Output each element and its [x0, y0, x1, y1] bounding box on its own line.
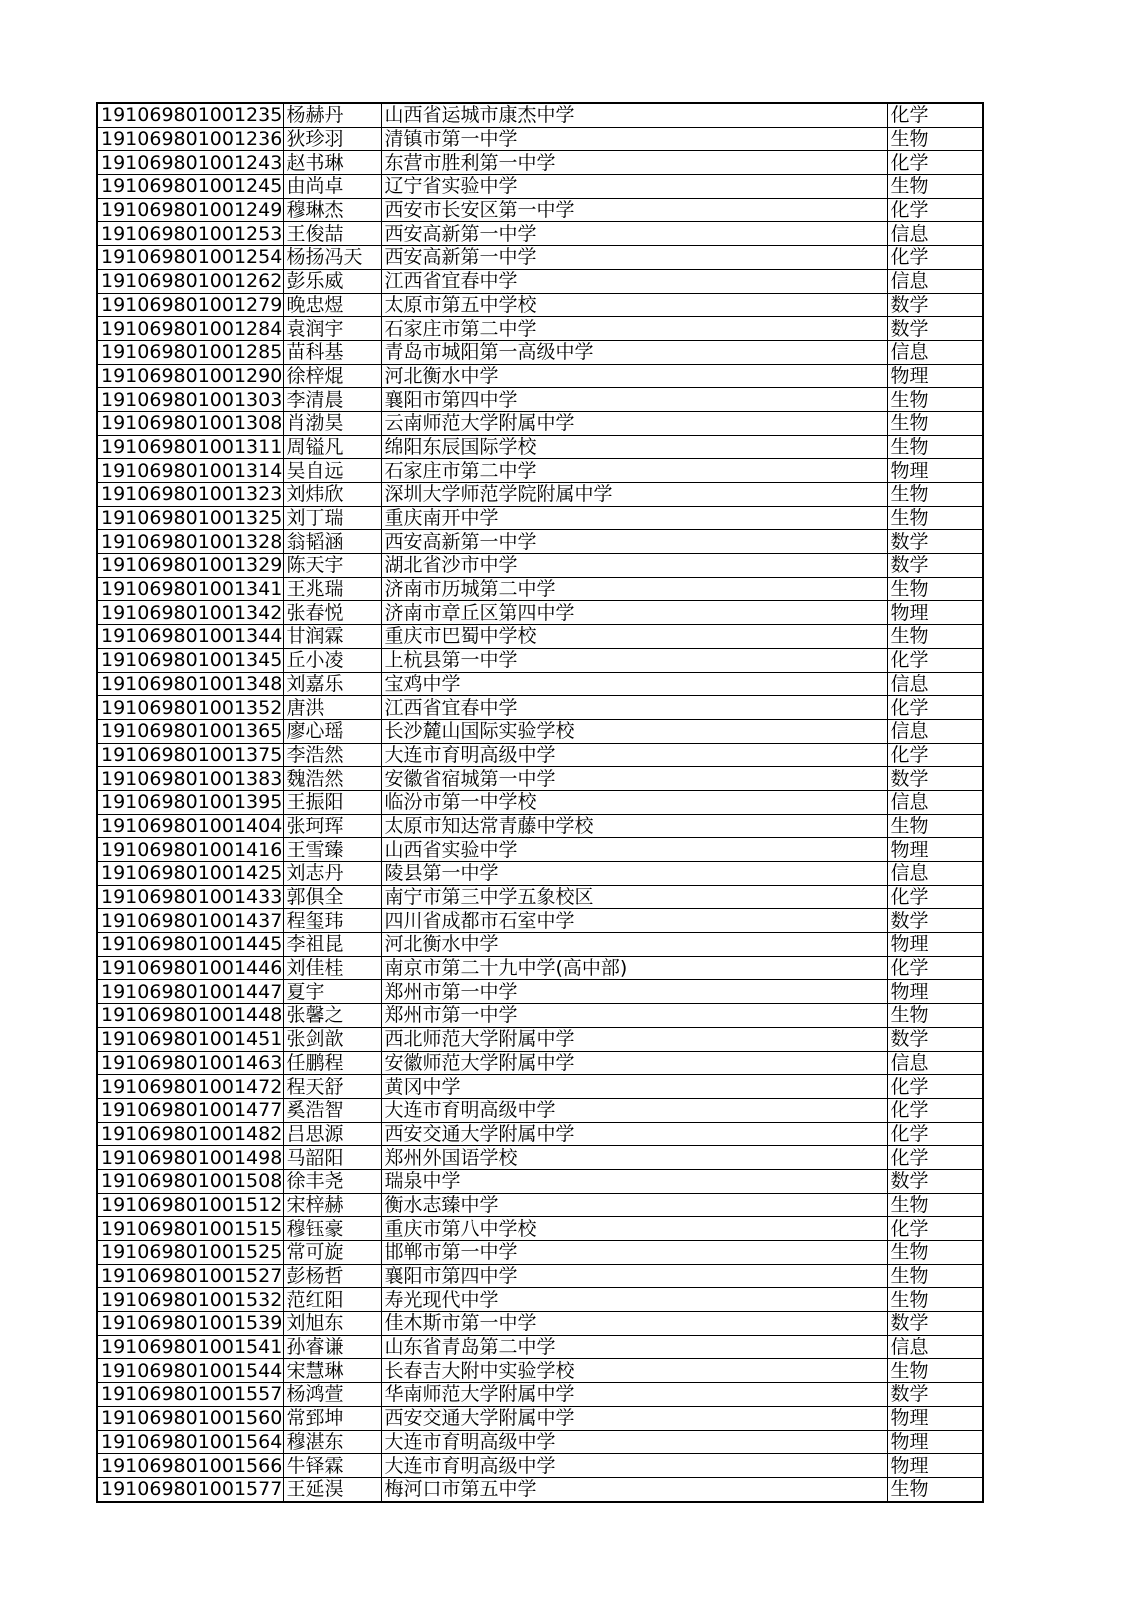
table-row — [97, 696, 983, 720]
student-name-cell: 晚忠煜 — [283, 293, 381, 317]
subject-cell: 化学 — [887, 103, 983, 127]
table-row — [97, 1217, 983, 1241]
school-name-cell: 南宁市第三中学五象校区 — [381, 885, 887, 909]
student-name-cell: 彭杨哲 — [283, 1264, 381, 1288]
table-row — [97, 1312, 983, 1336]
table-row — [97, 577, 983, 601]
registration-number-cell: 191069801001560 — [97, 1406, 283, 1430]
registration-number-cell: 191069801001254 — [97, 246, 283, 270]
subject-cell: 生物 — [887, 1241, 983, 1265]
registration-number-cell: 191069801001416 — [97, 838, 283, 862]
registration-number-cell: 191069801001448 — [97, 1004, 283, 1028]
subject-cell: 生物 — [887, 483, 983, 507]
registration-number-cell: 191069801001279 — [97, 293, 283, 317]
school-name-cell: 郑州市第一中学 — [381, 1004, 887, 1028]
table-row — [97, 246, 983, 270]
student-name-cell: 狄珍羽 — [283, 127, 381, 151]
table-row — [97, 743, 983, 767]
school-name-cell: 石家庄市第二中学 — [381, 459, 887, 483]
school-name-cell: 东营市胜利第一中学 — [381, 151, 887, 175]
school-name-cell: 大连市育明高级中学 — [381, 1454, 887, 1478]
table-row — [97, 483, 983, 507]
school-name-cell: 瑞泉中学 — [381, 1169, 887, 1193]
student-name-cell: 张馨之 — [283, 1004, 381, 1028]
table-row — [97, 814, 983, 838]
school-name-cell: 重庆市第八中学校 — [381, 1217, 887, 1241]
table-row — [97, 554, 983, 578]
table-row — [97, 269, 983, 293]
table-row — [97, 1288, 983, 1312]
table-row — [97, 601, 983, 625]
table-row — [97, 1241, 983, 1265]
subject-cell: 数学 — [887, 317, 983, 341]
registration-number-cell: 191069801001375 — [97, 743, 283, 767]
subject-cell: 物理 — [887, 459, 983, 483]
subject-cell: 信息 — [887, 222, 983, 246]
registration-number-cell: 191069801001345 — [97, 648, 283, 672]
subject-cell: 生物 — [887, 1264, 983, 1288]
student-name-cell: 奚浩智 — [283, 1098, 381, 1122]
table-row — [97, 151, 983, 175]
student-name-cell: 刘志丹 — [283, 862, 381, 886]
subject-cell: 数学 — [887, 530, 983, 554]
table-row — [97, 459, 983, 483]
school-name-cell: 长春吉大附中实验学校 — [381, 1359, 887, 1383]
registration-number-cell: 191069801001325 — [97, 506, 283, 530]
subject-cell: 数学 — [887, 1383, 983, 1407]
subject-cell: 生物 — [887, 625, 983, 649]
student-name-cell: 刘炜欣 — [283, 483, 381, 507]
registration-number-cell: 191069801001577 — [97, 1477, 283, 1501]
student-name-cell: 夏宇 — [283, 980, 381, 1004]
table-row — [97, 1406, 983, 1430]
student-name-cell: 宋梓赫 — [283, 1193, 381, 1217]
student-name-cell: 王振阳 — [283, 790, 381, 814]
table-row — [97, 198, 983, 222]
subject-cell: 物理 — [887, 933, 983, 957]
registration-number-cell: 191069801001285 — [97, 340, 283, 364]
school-name-cell: 临汾市第一中学校 — [381, 790, 887, 814]
school-name-cell: 清镇市第一中学 — [381, 127, 887, 151]
subject-cell: 化学 — [887, 956, 983, 980]
registration-number-cell: 191069801001541 — [97, 1335, 283, 1359]
registration-number-cell: 191069801001425 — [97, 862, 283, 886]
student-name-cell: 刘佳桂 — [283, 956, 381, 980]
student-name-cell: 翁韬涵 — [283, 530, 381, 554]
subject-cell: 化学 — [887, 1146, 983, 1170]
student-name-cell: 宋慧琳 — [283, 1359, 381, 1383]
school-name-cell: 西安高新第一中学 — [381, 530, 887, 554]
subject-cell: 生物 — [887, 814, 983, 838]
school-name-cell: 湖北省沙市中学 — [381, 554, 887, 578]
registration-number-cell: 191069801001341 — [97, 577, 283, 601]
table-row — [97, 719, 983, 743]
school-name-cell: 衡水志臻中学 — [381, 1193, 887, 1217]
student-name-cell: 马韶阳 — [283, 1146, 381, 1170]
table-row — [97, 648, 983, 672]
registration-number-cell: 191069801001303 — [97, 388, 283, 412]
subject-cell: 物理 — [887, 601, 983, 625]
registration-number-cell: 191069801001532 — [97, 1288, 283, 1312]
student-name-cell: 刘旭东 — [283, 1312, 381, 1336]
student-name-cell: 穆钰豪 — [283, 1217, 381, 1241]
subject-cell: 数学 — [887, 767, 983, 791]
table-row — [97, 222, 983, 246]
registration-number-cell: 191069801001525 — [97, 1241, 283, 1265]
school-name-cell: 襄阳市第四中学 — [381, 1264, 887, 1288]
table-row — [97, 506, 983, 530]
subject-cell: 化学 — [887, 648, 983, 672]
school-name-cell: 寿光现代中学 — [381, 1288, 887, 1312]
table-row — [97, 340, 983, 364]
table-row — [97, 838, 983, 862]
table-row — [97, 435, 983, 459]
school-name-cell: 青岛市城阳第一高级中学 — [381, 340, 887, 364]
subject-cell: 生物 — [887, 1193, 983, 1217]
subject-cell: 信息 — [887, 672, 983, 696]
table-row — [97, 364, 983, 388]
registration-number-cell: 191069801001515 — [97, 1217, 283, 1241]
table-row — [97, 1051, 983, 1075]
student-name-cell: 杨赫丹 — [283, 103, 381, 127]
student-name-cell: 李祖昆 — [283, 933, 381, 957]
student-name-cell: 吴自远 — [283, 459, 381, 483]
student-name-cell: 张春悦 — [283, 601, 381, 625]
subject-cell: 信息 — [887, 719, 983, 743]
roster-sheet — [96, 102, 982, 1503]
subject-cell: 信息 — [887, 1051, 983, 1075]
subject-cell: 生物 — [887, 127, 983, 151]
registration-number-cell: 191069801001342 — [97, 601, 283, 625]
student-name-cell: 肖渤昊 — [283, 411, 381, 435]
registration-number-cell: 191069801001262 — [97, 269, 283, 293]
subject-cell: 化学 — [887, 743, 983, 767]
registration-number-cell: 191069801001344 — [97, 625, 283, 649]
school-name-cell: 重庆市巴蜀中学校 — [381, 625, 887, 649]
student-name-cell: 魏浩然 — [283, 767, 381, 791]
student-name-cell: 程玺玮 — [283, 909, 381, 933]
table-row — [97, 530, 983, 554]
table-row — [97, 1383, 983, 1407]
table-row — [97, 1430, 983, 1454]
registration-number-cell: 191069801001253 — [97, 222, 283, 246]
registration-number-cell: 191069801001539 — [97, 1312, 283, 1336]
table-row — [97, 1477, 983, 1501]
table-row — [97, 1075, 983, 1099]
student-name-cell: 李清晨 — [283, 388, 381, 412]
table-row — [97, 980, 983, 1004]
school-name-cell: 西北师范大学附属中学 — [381, 1027, 887, 1051]
registration-number-cell: 191069801001482 — [97, 1122, 283, 1146]
student-name-cell: 徐梓焜 — [283, 364, 381, 388]
subject-cell: 数学 — [887, 554, 983, 578]
student-name-cell: 张剑歆 — [283, 1027, 381, 1051]
subject-cell: 信息 — [887, 862, 983, 886]
student-name-cell: 袁润宇 — [283, 317, 381, 341]
registration-number-cell: 191069801001512 — [97, 1193, 283, 1217]
subject-cell: 数学 — [887, 293, 983, 317]
student-name-cell: 郭俱全 — [283, 885, 381, 909]
subject-cell: 化学 — [887, 885, 983, 909]
school-name-cell: 石家庄市第二中学 — [381, 317, 887, 341]
table-row — [97, 790, 983, 814]
registration-number-cell: 191069801001284 — [97, 317, 283, 341]
subject-cell: 物理 — [887, 980, 983, 1004]
student-name-cell: 丘小凌 — [283, 648, 381, 672]
subject-cell: 化学 — [887, 1098, 983, 1122]
school-name-cell: 太原市知达常青藤中学校 — [381, 814, 887, 838]
school-name-cell: 大连市育明高级中学 — [381, 1098, 887, 1122]
subject-cell: 生物 — [887, 411, 983, 435]
registration-number-cell: 191069801001404 — [97, 814, 283, 838]
table-row — [97, 1122, 983, 1146]
subject-cell: 生物 — [887, 175, 983, 199]
registration-number-cell: 191069801001472 — [97, 1075, 283, 1099]
school-name-cell: 江西省宜春中学 — [381, 696, 887, 720]
registration-number-cell: 191069801001348 — [97, 672, 283, 696]
school-name-cell: 济南市章丘区第四中学 — [381, 601, 887, 625]
subject-cell: 信息 — [887, 269, 983, 293]
student-name-cell: 王雪臻 — [283, 838, 381, 862]
student-name-cell: 刘丁瑞 — [283, 506, 381, 530]
subject-cell: 数学 — [887, 1027, 983, 1051]
registration-number-cell: 191069801001451 — [97, 1027, 283, 1051]
student-name-cell: 徐丰尧 — [283, 1169, 381, 1193]
registration-number-cell: 191069801001249 — [97, 198, 283, 222]
school-name-cell: 大连市育明高级中学 — [381, 1430, 887, 1454]
school-name-cell: 邯郸市第一中学 — [381, 1241, 887, 1265]
registration-number-cell: 191069801001383 — [97, 767, 283, 791]
registration-number-cell: 191069801001463 — [97, 1051, 283, 1075]
registration-number-cell: 191069801001323 — [97, 483, 283, 507]
school-name-cell: 重庆南开中学 — [381, 506, 887, 530]
registration-number-cell: 191069801001527 — [97, 1264, 283, 1288]
school-name-cell: 济南市历城第二中学 — [381, 577, 887, 601]
table-row — [97, 388, 983, 412]
student-name-cell: 吕思源 — [283, 1122, 381, 1146]
school-name-cell: 辽宁省实验中学 — [381, 175, 887, 199]
subject-cell: 化学 — [887, 151, 983, 175]
subject-cell: 生物 — [887, 577, 983, 601]
school-name-cell: 郑州市第一中学 — [381, 980, 887, 1004]
table-row — [97, 956, 983, 980]
subject-cell: 物理 — [887, 1406, 983, 1430]
student-name-cell: 王俊喆 — [283, 222, 381, 246]
table-row — [97, 672, 983, 696]
registration-number-cell: 191069801001365 — [97, 719, 283, 743]
table-row — [97, 411, 983, 435]
subject-cell: 化学 — [887, 696, 983, 720]
school-name-cell: 华南师范大学附属中学 — [381, 1383, 887, 1407]
subject-cell: 生物 — [887, 1477, 983, 1501]
registration-number-cell: 191069801001437 — [97, 909, 283, 933]
student-name-cell: 彭乐威 — [283, 269, 381, 293]
registration-number-cell: 191069801001245 — [97, 175, 283, 199]
student-name-cell: 程天舒 — [283, 1075, 381, 1099]
student-name-cell: 常郅坤 — [283, 1406, 381, 1430]
student-name-cell: 由尚卓 — [283, 175, 381, 199]
school-name-cell: 梅河口市第五中学 — [381, 1477, 887, 1501]
school-name-cell: 上杭县第一中学 — [381, 648, 887, 672]
subject-cell: 化学 — [887, 198, 983, 222]
school-name-cell: 云南师范大学附属中学 — [381, 411, 887, 435]
school-name-cell: 宝鸡中学 — [381, 672, 887, 696]
registration-number-cell: 191069801001447 — [97, 980, 283, 1004]
subject-cell: 生物 — [887, 435, 983, 459]
table-row — [97, 1359, 983, 1383]
school-name-cell: 陵县第一中学 — [381, 862, 887, 886]
school-name-cell: 黄冈中学 — [381, 1075, 887, 1099]
school-name-cell: 西安高新第一中学 — [381, 246, 887, 270]
school-name-cell: 山西省实验中学 — [381, 838, 887, 862]
school-name-cell: 大连市育明高级中学 — [381, 743, 887, 767]
student-name-cell: 赵书琳 — [283, 151, 381, 175]
student-name-cell: 苗科基 — [283, 340, 381, 364]
subject-cell: 数学 — [887, 1312, 983, 1336]
student-name-cell: 周镒凡 — [283, 435, 381, 459]
registration-number-cell: 191069801001243 — [97, 151, 283, 175]
school-name-cell: 河北衡水中学 — [381, 933, 887, 957]
school-name-cell: 南京市第二十九中学(高中部) — [381, 956, 887, 980]
school-name-cell: 西安高新第一中学 — [381, 222, 887, 246]
subject-cell: 生物 — [887, 1004, 983, 1028]
table-row — [97, 103, 983, 127]
registration-number-cell: 191069801001477 — [97, 1098, 283, 1122]
subject-cell: 信息 — [887, 790, 983, 814]
school-name-cell: 安徽师范大学附属中学 — [381, 1051, 887, 1075]
table-row — [97, 317, 983, 341]
roster-body — [97, 103, 983, 1502]
table-row — [97, 127, 983, 151]
table-row — [97, 767, 983, 791]
table-row — [97, 1146, 983, 1170]
school-name-cell: 太原市第五中学校 — [381, 293, 887, 317]
subject-cell: 化学 — [887, 1075, 983, 1099]
student-name-cell: 孙睿谦 — [283, 1335, 381, 1359]
registration-number-cell: 191069801001564 — [97, 1430, 283, 1454]
student-name-cell: 常可旋 — [283, 1241, 381, 1265]
registration-number-cell: 191069801001290 — [97, 364, 283, 388]
registration-number-cell: 191069801001544 — [97, 1359, 283, 1383]
registration-number-cell: 191069801001328 — [97, 530, 283, 554]
registration-number-cell: 191069801001395 — [97, 790, 283, 814]
school-name-cell: 长沙麓山国际实验学校 — [381, 719, 887, 743]
table-row — [97, 1335, 983, 1359]
student-name-cell: 杨鸿萱 — [283, 1383, 381, 1407]
table-row — [97, 1264, 983, 1288]
table-row — [97, 1004, 983, 1028]
school-name-cell: 襄阳市第四中学 — [381, 388, 887, 412]
school-name-cell: 绵阳东辰国际学校 — [381, 435, 887, 459]
registration-number-cell: 191069801001308 — [97, 411, 283, 435]
subject-cell: 物理 — [887, 1454, 983, 1478]
subject-cell: 数学 — [887, 1169, 983, 1193]
table-row — [97, 175, 983, 199]
registration-number-cell: 191069801001508 — [97, 1169, 283, 1193]
student-name-cell: 杨扬冯天 — [283, 246, 381, 270]
student-name-cell: 穆湛东 — [283, 1430, 381, 1454]
school-name-cell: 四川省成都市石室中学 — [381, 909, 887, 933]
table-row — [97, 293, 983, 317]
student-name-cell: 廖心瑶 — [283, 719, 381, 743]
table-row — [97, 625, 983, 649]
subject-cell: 化学 — [887, 1122, 983, 1146]
school-name-cell: 西安市长安区第一中学 — [381, 198, 887, 222]
registration-number-cell: 191069801001433 — [97, 885, 283, 909]
school-name-cell: 山东省青岛第二中学 — [381, 1335, 887, 1359]
table-row — [97, 862, 983, 886]
registration-number-cell: 191069801001557 — [97, 1383, 283, 1407]
registration-number-cell: 191069801001445 — [97, 933, 283, 957]
student-name-cell: 陈天宇 — [283, 554, 381, 578]
registration-number-cell: 191069801001498 — [97, 1146, 283, 1170]
table-row — [97, 933, 983, 957]
registration-number-cell: 191069801001446 — [97, 956, 283, 980]
school-name-cell: 安徽省宿城第一中学 — [381, 767, 887, 791]
subject-cell: 化学 — [887, 1217, 983, 1241]
student-name-cell: 李浩然 — [283, 743, 381, 767]
school-name-cell: 西安交通大学附属中学 — [381, 1406, 887, 1430]
school-name-cell: 西安交通大学附属中学 — [381, 1122, 887, 1146]
registration-number-cell: 191069801001235 — [97, 103, 283, 127]
table-row — [97, 1027, 983, 1051]
registration-number-cell: 191069801001311 — [97, 435, 283, 459]
school-name-cell: 深圳大学师范学院附属中学 — [381, 483, 887, 507]
registration-number-cell: 191069801001566 — [97, 1454, 283, 1478]
subject-cell: 生物 — [887, 506, 983, 530]
school-name-cell: 郑州外国语学校 — [381, 1146, 887, 1170]
student-name-cell: 牛铎霖 — [283, 1454, 381, 1478]
student-name-cell: 穆琳杰 — [283, 198, 381, 222]
subject-cell: 生物 — [887, 1359, 983, 1383]
roster-table — [96, 102, 984, 1503]
school-name-cell: 山西省运城市康杰中学 — [381, 103, 887, 127]
student-name-cell: 张珂珲 — [283, 814, 381, 838]
subject-cell: 数学 — [887, 909, 983, 933]
table-row — [97, 1169, 983, 1193]
student-name-cell: 范红阳 — [283, 1288, 381, 1312]
student-name-cell: 唐洪 — [283, 696, 381, 720]
registration-number-cell: 191069801001329 — [97, 554, 283, 578]
student-name-cell: 王兆瑞 — [283, 577, 381, 601]
subject-cell: 生物 — [887, 388, 983, 412]
school-name-cell: 佳木斯市第一中学 — [381, 1312, 887, 1336]
table-row — [97, 1098, 983, 1122]
table-row — [97, 1454, 983, 1478]
school-name-cell: 河北衡水中学 — [381, 364, 887, 388]
subject-cell: 物理 — [887, 838, 983, 862]
student-name-cell: 刘嘉乐 — [283, 672, 381, 696]
registration-number-cell: 191069801001314 — [97, 459, 283, 483]
registration-number-cell: 191069801001352 — [97, 696, 283, 720]
student-name-cell: 任鹏程 — [283, 1051, 381, 1075]
table-row — [97, 1193, 983, 1217]
subject-cell: 物理 — [887, 364, 983, 388]
subject-cell: 信息 — [887, 340, 983, 364]
student-name-cell: 王延淏 — [283, 1477, 381, 1501]
subject-cell: 信息 — [887, 1335, 983, 1359]
registration-number-cell: 191069801001236 — [97, 127, 283, 151]
table-row — [97, 909, 983, 933]
subject-cell: 生物 — [887, 1288, 983, 1312]
school-name-cell: 江西省宜春中学 — [381, 269, 887, 293]
student-name-cell: 甘润霖 — [283, 625, 381, 649]
subject-cell: 化学 — [887, 246, 983, 270]
table-row — [97, 885, 983, 909]
subject-cell: 物理 — [887, 1430, 983, 1454]
